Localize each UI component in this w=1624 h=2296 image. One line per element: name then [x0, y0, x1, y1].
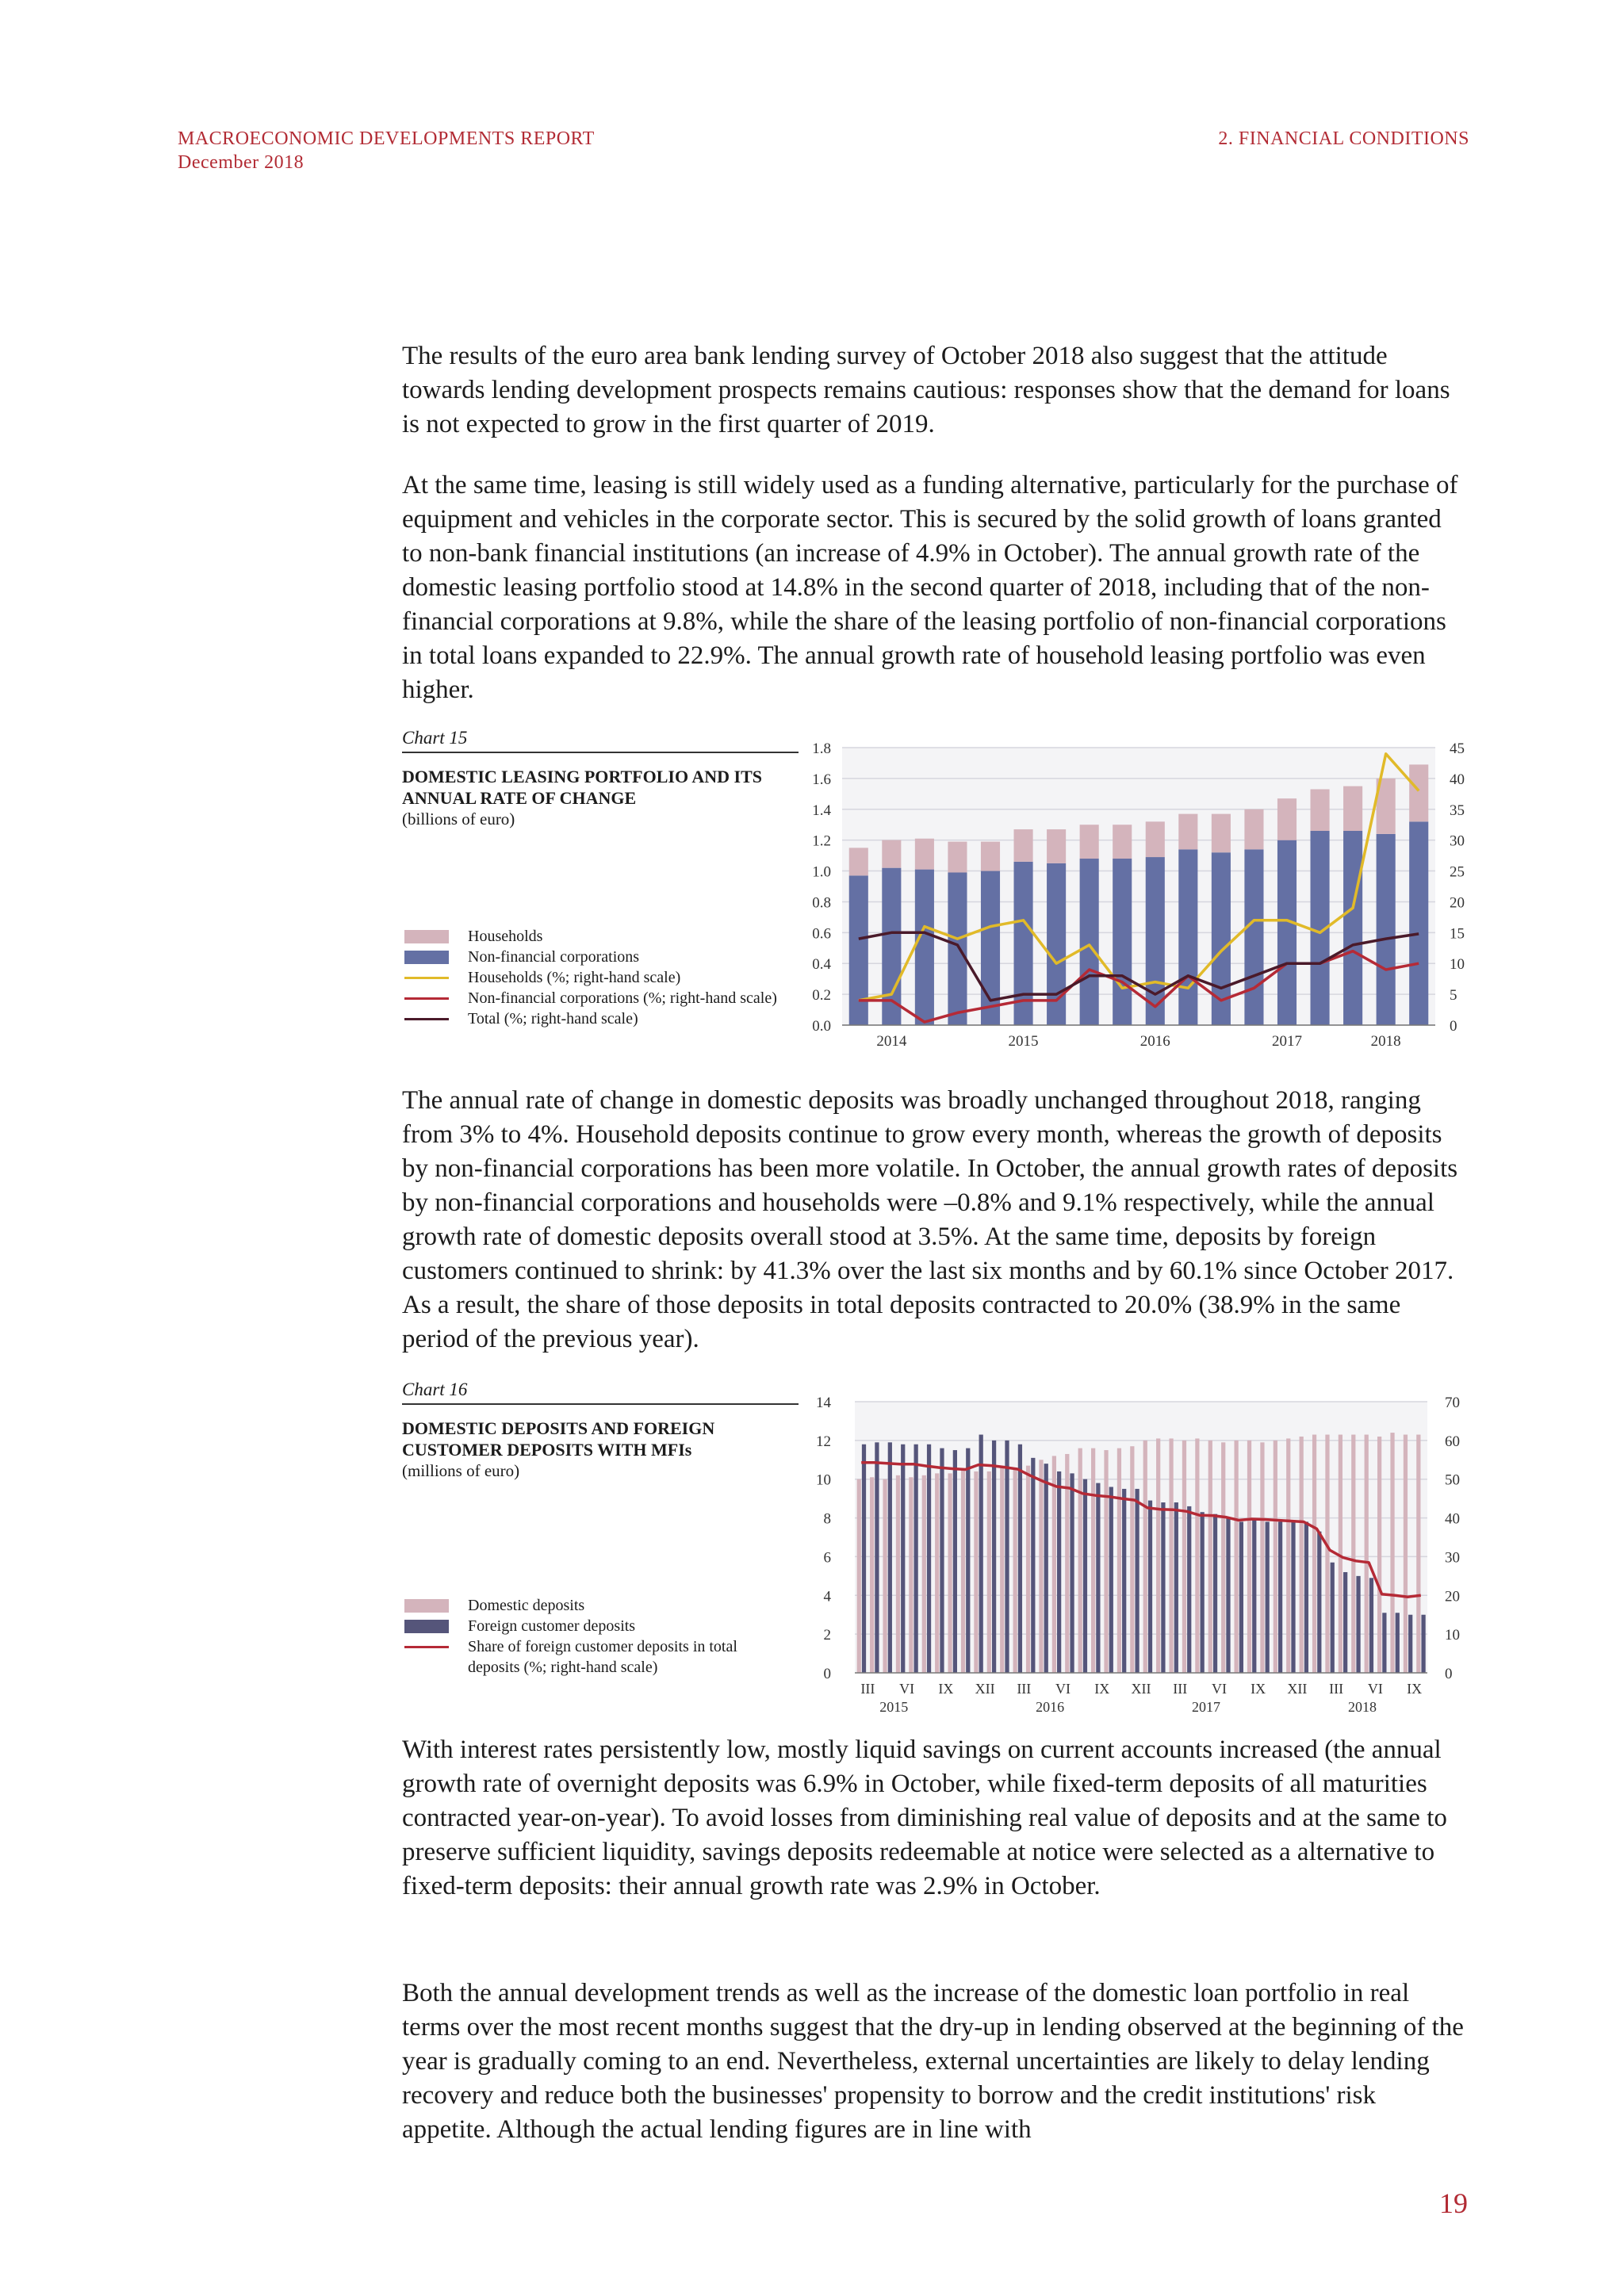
bar-households	[849, 848, 868, 875]
y-tick-label: 1.6	[812, 771, 831, 788]
bar-foreign	[1187, 1506, 1191, 1673]
legend-label: Households	[468, 928, 543, 945]
bar-nfc	[1343, 831, 1362, 1025]
bar-nfc	[1377, 834, 1396, 1025]
y2-tick-label: 20	[1450, 894, 1465, 912]
bar-foreign	[966, 1448, 970, 1673]
bar-foreign	[1135, 1489, 1139, 1673]
legend-label: Households (%; right-hand scale)	[468, 969, 681, 986]
bar-foreign	[1331, 1563, 1335, 1673]
bar-households	[1244, 809, 1263, 850]
bar-nfc	[1080, 859, 1099, 1025]
bar-foreign	[888, 1442, 892, 1673]
bar-foreign	[1057, 1471, 1061, 1673]
bar-foreign	[901, 1445, 905, 1673]
bar-domestic	[883, 1479, 887, 1673]
x-year-label: 2015	[879, 1699, 909, 1715]
bar-households	[1113, 825, 1132, 859]
bar-domestic	[1247, 1441, 1251, 1673]
bar-domestic	[1156, 1438, 1160, 1673]
bar-domestic	[1000, 1468, 1004, 1673]
bar-domestic	[1260, 1442, 1264, 1673]
bar-households	[1311, 790, 1330, 832]
bar-domestic	[870, 1477, 874, 1673]
bar-foreign	[1122, 1489, 1126, 1673]
bar-foreign	[992, 1441, 996, 1673]
bar-households	[1212, 814, 1231, 853]
bar-foreign	[1252, 1520, 1256, 1673]
bar-domestic	[1404, 1435, 1408, 1673]
chart15-legend	[404, 926, 777, 1029]
bar-domestic	[1274, 1441, 1277, 1673]
bar-nfc	[1409, 821, 1428, 1025]
bar-domestic	[1221, 1442, 1225, 1673]
bar-foreign	[1070, 1473, 1074, 1673]
y-tick-label: 10	[816, 1471, 831, 1489]
y2-tick-label: 40	[1445, 1510, 1460, 1528]
legend-item	[404, 926, 777, 947]
paragraph-1: The results of the euro area bank lending survey of October 2018 also suggest that the attitude towards lending development prospects remains cautious: responses show that the demand for loans is not expected to grow in the first quarter of 2019.	[402, 342, 1450, 438]
bar-foreign	[1031, 1458, 1035, 1673]
y-tick-label: 12	[816, 1433, 831, 1450]
legend-item	[404, 1008, 777, 1029]
y-tick-label: 1.0	[812, 863, 831, 881]
paragraph-4: With interest rates persistently low, mostly liquid savings on current accounts increased (the annual growth rate of overnight deposits was 6.9% in October, while fixed-term deposits of all maturities contracted year-on-year). To avoid losses from diminishing real value of deposits and at the same to preserve sufficient liquidity, savings deposits redeemable at notice were selected as a alternative to fixed-term deposits: their annual growth rate was 2.9% in October.	[402, 1735, 1447, 1900]
bar-foreign	[862, 1445, 866, 1673]
bar-domestic	[1325, 1435, 1329, 1673]
y-tick-label: 0.0	[812, 1018, 831, 1035]
bar-foreign	[1317, 1532, 1321, 1673]
y2-tick-label: 0	[1450, 1018, 1457, 1035]
chart16-legend	[404, 1595, 737, 1678]
y2-tick-label: 30	[1445, 1549, 1460, 1567]
bar-domestic	[1208, 1441, 1212, 1673]
chart15-title: DOMESTIC LEASING PORTFOLIO AND ITS ANNUAL RATE OF CHANGE	[402, 767, 762, 808]
bar-domestic	[909, 1477, 913, 1673]
bar-foreign	[1044, 1464, 1048, 1673]
bar-foreign	[927, 1445, 931, 1673]
chart15-plot	[793, 737, 1491, 1070]
y-tick-label: 14	[816, 1395, 831, 1411]
legend-item	[404, 988, 777, 1008]
legend-line	[404, 1018, 449, 1020]
bar-foreign	[914, 1445, 918, 1673]
y-tick-label: 4	[823, 1588, 831, 1605]
paragraph-5: Both the annual development trends as well as the increase of the domestic loan portfolio in real terms over the most recent months suggest that the dry-up in lending observed at the beginning of the year is gradually coming to an end. Nevertheless, external uncertainties are likely to delay lending recovery and reduce both the businesses' propensity to borrow and the credit institutions' risk appetite. Although the actual lending figures are in line with	[402, 1979, 1464, 2144]
bar-domestic	[1013, 1468, 1017, 1673]
y2-tick-label: 40	[1450, 771, 1465, 788]
bar-foreign	[1201, 1512, 1205, 1673]
bar-domestic	[1026, 1466, 1030, 1673]
x-tick-label: VI	[1211, 1681, 1227, 1697]
bar-foreign	[1291, 1521, 1295, 1673]
report-date: December 2018	[178, 152, 304, 173]
bar-households	[1409, 764, 1428, 821]
bar-domestic	[1312, 1435, 1316, 1673]
x-year-label: 2018	[1347, 1699, 1377, 1715]
legend-swatch	[404, 930, 449, 943]
y-tick-label: 0.8	[812, 894, 831, 912]
y2-tick-label: 0	[1445, 1666, 1453, 1682]
paragraph-2: At the same time, leasing is still widely used as a funding alternative, particularly for the purchase of equipment and vehicles in the corporate sector. This is secured by the solid growth of loans granted to non-bank financial institutions (an increase of 4.9% in October). The annual growth rate of the domestic leasing portfolio stood at 14.8% in the second quarter of 2018, including that of the non-financial corporations at 9.8%, while the share of the leasing portfolio of non-financial corporations in total loans expanded to 22.9%. The annual growth rate of household leasing portfolio was even higher.	[402, 471, 1458, 704]
bar-domestic	[1052, 1456, 1056, 1673]
bar-domestic	[1117, 1448, 1121, 1673]
x-tick-label: III	[1329, 1681, 1344, 1697]
x-tick-label: 2018	[1370, 1033, 1401, 1050]
bar-households	[1277, 798, 1297, 840]
y2-tick-label: 45	[1450, 740, 1465, 757]
bar-foreign	[1304, 1521, 1308, 1673]
x-tick-label: III	[860, 1681, 875, 1697]
x-year-label: 2016	[1036, 1699, 1065, 1715]
chart16-plot	[793, 1386, 1491, 1719]
y-tick-label: 8	[823, 1510, 831, 1528]
page-number: 19	[1439, 2187, 1468, 2219]
bar-domestic	[935, 1473, 939, 1673]
bar-foreign	[1083, 1479, 1087, 1673]
bar-domestic	[1130, 1446, 1134, 1673]
y2-tick-label: 35	[1450, 802, 1465, 819]
chart16-number: Chart 16	[402, 1380, 799, 1405]
bar-domestic	[1416, 1435, 1420, 1673]
y-tick-label: 0.6	[812, 925, 831, 943]
bar-foreign	[1356, 1576, 1360, 1673]
bar-foreign	[1369, 1578, 1373, 1673]
chart16-title: DOMESTIC DEPOSITS AND FOREIGN CUSTOMER DEPOSITS WITH MFIs	[402, 1418, 715, 1460]
x-tick-label: IX	[1407, 1681, 1423, 1697]
bar-nfc	[1113, 859, 1132, 1025]
legend-swatch	[404, 1599, 449, 1613]
legend-swatch	[404, 951, 449, 964]
bar-households	[1343, 786, 1362, 831]
bar-households	[1146, 821, 1165, 857]
bar-domestic	[1169, 1438, 1173, 1673]
chart16-heading	[402, 1380, 799, 1481]
y-tick-label: 6	[823, 1549, 831, 1567]
y2-tick-label: 50	[1445, 1471, 1460, 1489]
y2-tick-label: 10	[1450, 956, 1465, 974]
legend-label: Non-financial corporations (%; right-hand scale)	[468, 989, 777, 1007]
x-tick-label: IX	[1094, 1681, 1110, 1697]
y2-tick-label: 10	[1445, 1627, 1460, 1644]
bar-domestic	[1286, 1438, 1290, 1673]
bar-households	[915, 839, 934, 870]
x-year-label: 2017	[1192, 1699, 1221, 1715]
bar-foreign	[1213, 1514, 1217, 1673]
bar-households	[1047, 829, 1066, 863]
bar-foreign	[979, 1435, 983, 1673]
bar-nfc	[1244, 849, 1263, 1025]
bar-households	[981, 842, 1000, 871]
bar-domestic	[857, 1479, 861, 1673]
legend-label: Share of foreign customer deposits in total deposits (%; right-hand scale)	[468, 1638, 737, 1676]
bar-foreign	[875, 1442, 879, 1673]
legend-item	[404, 967, 777, 988]
bar-domestic	[896, 1475, 900, 1673]
legend-item	[404, 1595, 737, 1616]
legend-label: Total (%; right-hand scale)	[468, 1010, 638, 1027]
y2-tick-label: 20	[1445, 1588, 1460, 1605]
x-tick-label: XII	[1131, 1681, 1151, 1697]
x-tick-label: IX	[1251, 1681, 1266, 1697]
y-tick-label: 1.4	[812, 802, 831, 819]
y2-tick-label: 30	[1450, 832, 1465, 850]
bar-households	[1080, 825, 1099, 859]
legend-item	[404, 1636, 737, 1678]
bar-domestic	[1300, 1437, 1304, 1673]
bar-foreign	[940, 1448, 944, 1673]
y-tick-label: 1.2	[812, 832, 831, 850]
chart16-subtitle: (millions of euro)	[402, 1461, 520, 1480]
x-tick-label: 2015	[1008, 1033, 1039, 1050]
bar-foreign	[1408, 1615, 1412, 1673]
bar-households	[1014, 829, 1033, 862]
bar-domestic	[1104, 1450, 1108, 1673]
bar-households	[882, 840, 901, 868]
bar-domestic	[987, 1471, 991, 1673]
section-title: 2. FINANCIAL CONDITIONS	[1218, 128, 1469, 149]
x-tick-label: 2017	[1272, 1033, 1302, 1050]
bar-foreign	[953, 1450, 957, 1673]
bar-domestic	[948, 1473, 952, 1673]
x-tick-label: VI	[1055, 1681, 1071, 1697]
y2-tick-label: 5	[1450, 987, 1457, 1004]
bar-foreign	[1005, 1441, 1009, 1673]
bar-domestic	[1091, 1448, 1095, 1673]
chart15-number: Chart 15	[402, 728, 799, 753]
x-tick-label: VI	[899, 1681, 915, 1697]
legend-line	[404, 997, 449, 1000]
x-tick-label: XII	[975, 1681, 995, 1697]
bar-domestic	[1195, 1438, 1199, 1673]
bar-nfc	[1277, 840, 1297, 1025]
paragraph-3: The annual rate of change in domestic deposits was broadly unchanged throughout 2018, ranging from 3% to 4%. Household deposits continue to grow every month, whereas the growth of deposits by non-financial corporations has been more volatile. In October, the annual growth rates of deposits by non-financial corporations and households were –0.8% and 9.1% respectively, while the annual growth rate of domestic deposits overall stood at 3.5%. At the same time, deposits by foreign customers continued to shrink: by 41.3% over the last six months and by 60.1% since October 2017. As a result, the share of those deposits in total deposits contracted to 20.0% (38.9% in the same period of the previous year).	[402, 1086, 1458, 1353]
bar-foreign	[1266, 1521, 1270, 1673]
x-tick-label: 2014	[876, 1033, 907, 1050]
x-tick-label: III	[1017, 1681, 1032, 1697]
bar-domestic	[1377, 1437, 1381, 1673]
x-tick-label: 2016	[1139, 1033, 1170, 1050]
y2-tick-label: 15	[1450, 925, 1465, 943]
bar-foreign	[1018, 1445, 1022, 1673]
x-tick-label: III	[1173, 1681, 1188, 1697]
y-tick-label: 0.2	[812, 987, 831, 1004]
report-title: MACROECONOMIC DEVELOPMENTS REPORT	[178, 128, 595, 149]
legend-label: Non-financial corporations	[468, 948, 640, 966]
x-tick-label: IX	[938, 1681, 954, 1697]
x-tick-label: XII	[1287, 1681, 1308, 1697]
bar-domestic	[1365, 1435, 1369, 1673]
bar-domestic	[1078, 1448, 1082, 1673]
bar-nfc	[915, 870, 934, 1025]
chart15-subtitle: (billions of euro)	[402, 809, 515, 828]
bar-foreign	[1382, 1613, 1386, 1673]
bar-nfc	[1178, 849, 1197, 1025]
bar-domestic	[1390, 1433, 1394, 1673]
report-header	[178, 127, 595, 174]
bar-foreign	[1343, 1572, 1347, 1673]
legend-line	[404, 977, 449, 979]
y2-tick-label: 25	[1450, 863, 1465, 881]
bar-foreign	[1109, 1487, 1113, 1673]
bar-nfc	[849, 875, 868, 1025]
legend-swatch	[404, 1620, 449, 1633]
bar-foreign	[1174, 1502, 1178, 1673]
bar-foreign	[1226, 1518, 1230, 1673]
y-tick-label: 1.8	[812, 740, 831, 757]
y-tick-label: 0	[823, 1666, 831, 1682]
bar-foreign	[1096, 1483, 1100, 1673]
x-tick-label: VI	[1367, 1681, 1383, 1697]
bar-domestic	[961, 1470, 965, 1674]
legend-label: Foreign customer deposits	[468, 1617, 636, 1635]
bar-households	[948, 842, 967, 873]
bar-foreign	[1239, 1521, 1243, 1673]
bar-foreign	[1278, 1521, 1282, 1673]
bar-households	[1178, 814, 1197, 850]
y2-tick-label: 60	[1445, 1433, 1460, 1450]
bar-domestic	[1234, 1441, 1238, 1673]
bar-foreign	[1148, 1501, 1152, 1673]
legend-item	[404, 1616, 737, 1636]
bar-foreign	[1421, 1615, 1425, 1673]
y2-tick-label: 70	[1445, 1395, 1460, 1411]
bar-domestic	[1351, 1435, 1355, 1673]
bar-domestic	[922, 1475, 926, 1673]
y-tick-label: 2	[823, 1627, 831, 1644]
bar-nfc	[981, 871, 1000, 1025]
bar-domestic	[974, 1471, 978, 1673]
bar-domestic	[1143, 1441, 1147, 1673]
y-tick-label: 0.4	[812, 956, 831, 974]
chart15-heading	[402, 728, 799, 829]
legend-line	[404, 1646, 449, 1648]
bar-nfc	[948, 873, 967, 1026]
bar-domestic	[1039, 1460, 1043, 1673]
bar-foreign	[1161, 1502, 1165, 1673]
bar-domestic	[1182, 1441, 1186, 1673]
bar-foreign	[1396, 1613, 1400, 1673]
legend-label: Domestic deposits	[468, 1597, 585, 1614]
legend-item	[404, 947, 777, 967]
